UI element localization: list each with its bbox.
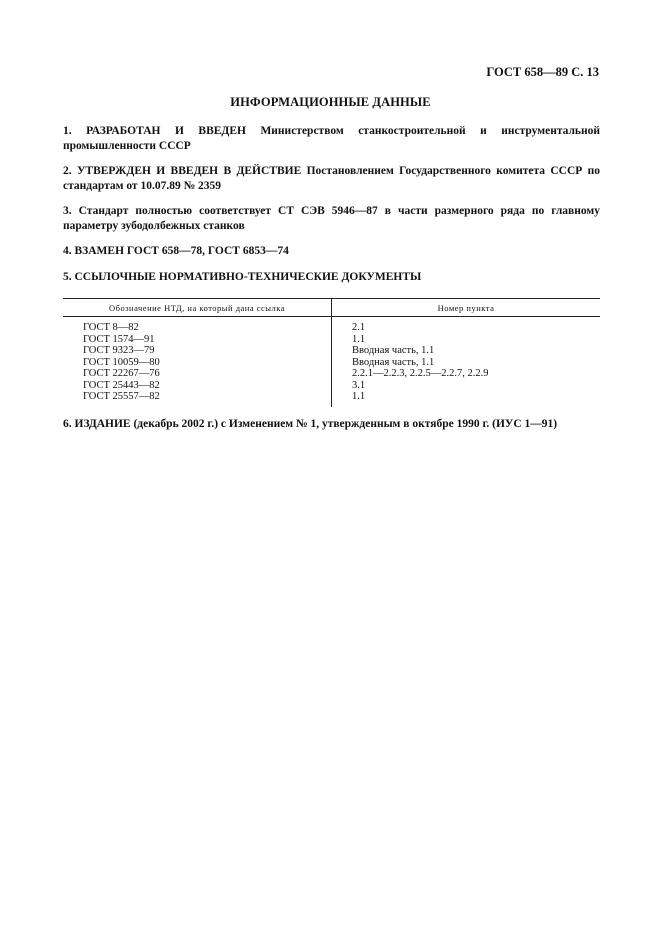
table-header-row: [63, 299, 600, 317]
info-item-1: [63, 124, 600, 154]
table-cell-clause: 2.2.1—2.2.3, 2.2.5—2.2.7, 2.2.9: [352, 368, 489, 379]
item-text: Стандарт полностью соответствует СТ СЭВ 5946—87 в части размерного ряда по главному параметру зубодолбежных станков: [63, 205, 601, 232]
table-row: [63, 317, 600, 334]
item-lead: ИЗДАНИЕ: [74, 418, 131, 430]
table-row: [63, 380, 600, 392]
table-cell-clause: 2.1: [352, 322, 366, 333]
item-number: 1.: [63, 125, 72, 137]
info-item-6: [63, 417, 600, 432]
item-number: 2.: [63, 165, 72, 177]
table-row: [63, 345, 600, 357]
info-item-2: [63, 164, 600, 194]
item-text: Постановлением Государственного комитета СССР по стандартам от 10.07.89 № 2359: [63, 165, 601, 192]
table-row: [63, 391, 600, 407]
table-cell-document: ГОСТ 22267—76: [63, 368, 332, 380]
table-cell-document: ГОСТ 25443—82: [63, 380, 332, 392]
item-lead: ВЗАМЕН ГОСТ 658—78, ГОСТ 6853—74: [74, 245, 289, 257]
item-text: (декабрь 2002 г.) с Изменением № 1, утвержденным в октябре 1990 г. (ИУС 1—91): [130, 418, 558, 430]
item-lead: УТВЕРЖДЕН И ВВЕДЕН В ДЕЙСТВИЕ: [76, 165, 302, 177]
references-table: [63, 298, 600, 407]
item-number: 6.: [63, 418, 72, 430]
table-cell-clause: 1.1: [352, 333, 366, 345]
table-cell-clause: 1.1: [352, 391, 366, 402]
table-cell-document: ГОСТ 8—82: [63, 317, 332, 334]
table-cell-document: ГОСТ 25557—82: [63, 391, 332, 407]
page-title: ИНФОРМАЦИОННЫЕ ДАННЫЕ: [230, 95, 431, 109]
item-text: Министерством станкостроительной и инструментальной промышленности СССР: [63, 125, 600, 152]
table-cell-document: ГОСТ 10059—80: [63, 357, 332, 369]
table-cell-clause: Вводная часть, 1.1: [352, 345, 435, 356]
table-cell-document: ГОСТ 1574—91: [63, 334, 332, 346]
item-number: 3.: [63, 205, 72, 217]
table-cell-document: ГОСТ 9323—79: [63, 345, 332, 357]
info-item-3: [63, 204, 600, 234]
table-cell-clause: 3.1: [352, 379, 366, 391]
table-row: [63, 357, 600, 369]
item-lead: ССЫЛОЧНЫЕ НОРМАТИВНО-ТЕХНИЧЕСКИЕ ДОКУМЕНТЫ: [74, 271, 422, 283]
item-lead: РАЗРАБОТАН И ВВЕДЕН: [86, 125, 246, 137]
column-header-document: Обозначение НТД, на который дана ссылка: [63, 299, 332, 317]
column-header-clause: Номер пункта: [332, 299, 601, 317]
info-item-5: [63, 270, 600, 285]
item-number: 4.: [63, 245, 72, 257]
page-header: ГОСТ 658—89 С. 13: [486, 65, 599, 79]
item-number: 5.: [63, 271, 72, 283]
table-row: [63, 334, 600, 346]
info-item-4: [63, 244, 600, 259]
table-cell-clause: Вводная часть, 1.1: [352, 356, 435, 368]
table-row: [63, 368, 600, 380]
